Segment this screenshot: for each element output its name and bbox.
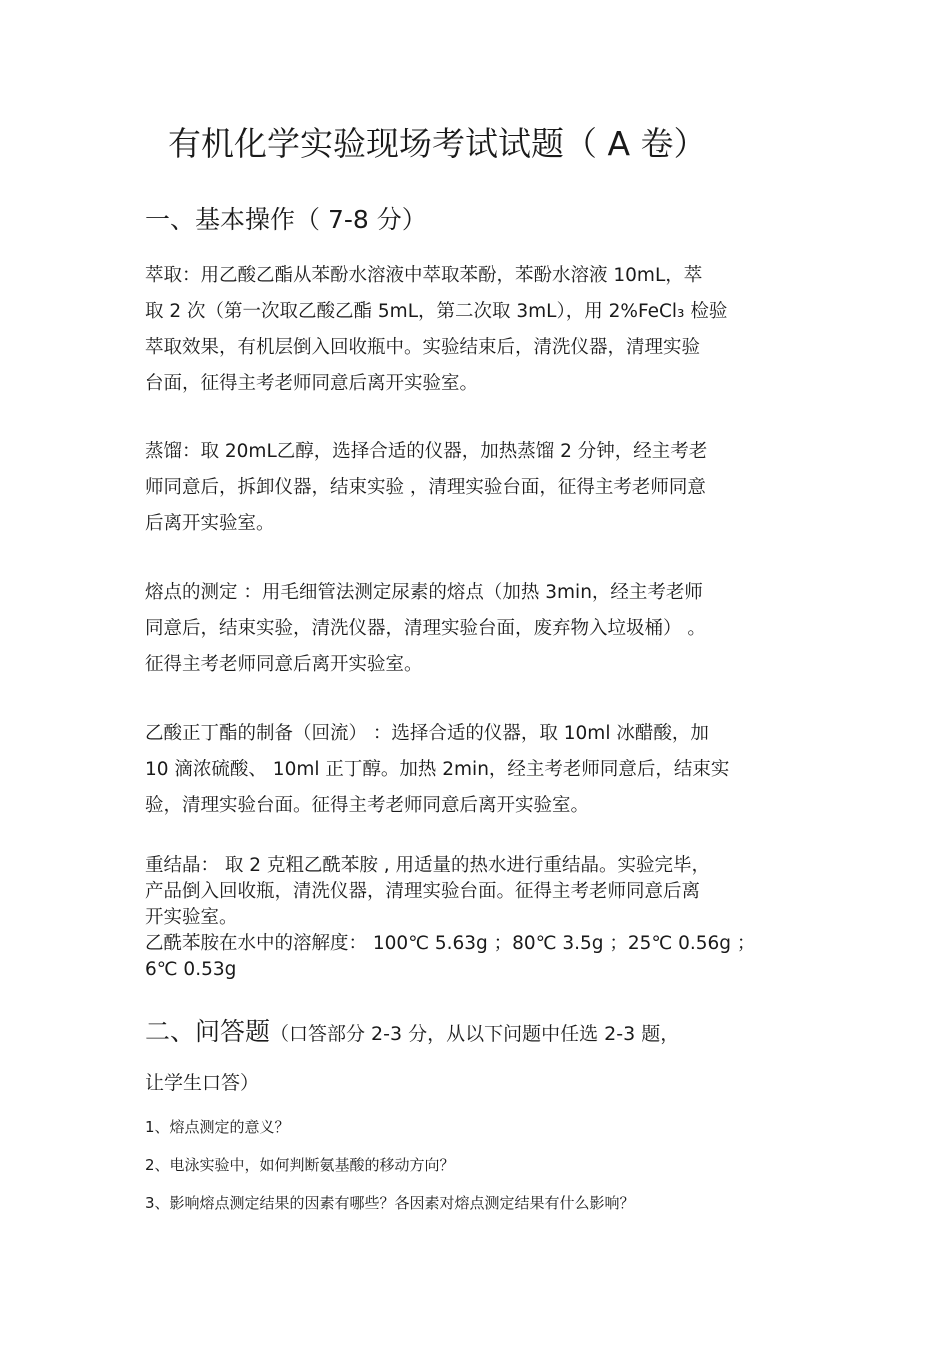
paragraph-extraction: [145, 258, 810, 402]
question-item: 1、熔点测定的意义？: [145, 1118, 290, 1136]
text-line: 同意后，结束实验，清洗仪器，清理实验台面，废弃物入垃圾桶） 。: [145, 618, 706, 639]
paragraph-melting-point: [145, 575, 810, 683]
paragraph-butyl-acetate: [145, 716, 810, 824]
text-line: 6℃ 0.53g: [145, 959, 237, 980]
text-line: 后离开实验室。: [145, 513, 275, 534]
section2-heading-continuation: 让学生口答）: [145, 1072, 260, 1094]
text-line: 产品倒入回收瓶，清洗仪器，清理实验台面。征得主考老师同意后离: [145, 881, 701, 902]
text-line: 萃取：用乙酸乙酯从苯酚水溶液中萃取苯酚，苯酚水溶液 10mL，萃: [145, 265, 703, 286]
paragraph-distillation: [145, 434, 810, 542]
text-line: 乙酸正丁酯的制备（回流） ：选择合适的仪器，取 10ml 冰醋酸，加: [145, 723, 709, 744]
page-title: 有机化学实验现场考试试题（ A 卷）: [168, 124, 707, 163]
section2-heading: [145, 1012, 679, 1048]
text-line: 蒸馏：取 20mL乙醇，选择合适的仪器，加热蒸馏 2 分钟，经主考老: [145, 441, 708, 462]
text-line: 台面，征得主考老师同意后离开实验室。: [145, 373, 479, 394]
text-line: 开实验室。: [145, 907, 238, 928]
text-line: 重结晶： 取 2 克粗乙酰苯胺 , 用适量的热水进行重结晶。实验完毕，: [145, 855, 711, 876]
text-line: 10 滴浓硫酸、 10ml 正丁醇。加热 2min，经主考老师同意后，结束实: [145, 759, 730, 780]
text-line: 萃取效果，有机层倒入回收瓶中。实验结束后，清洗仪器，清理实验: [145, 337, 701, 358]
section2-heading-main: 二、问答题: [145, 1017, 271, 1046]
text-line: 师同意后，拆卸仪器，结束实验 ，清理实验台面，征得主考老师同意: [145, 477, 706, 498]
section2-heading-sub: （口答部分 2-3 分，从以下问题中任选 2-3 题，: [270, 1023, 680, 1045]
text-line: 熔点的测定 ：用毛细管法测定尿素的熔点（加热 3min，经主考老师: [145, 582, 703, 603]
text-line: 征得主考老师同意后离开实验室。: [145, 654, 423, 675]
text-line: 取 2 次（第一次取乙酸乙酯 5mL，第二次取 3mL），用 2%FeCl₃ 检验: [145, 301, 728, 322]
text-line: 验，清理实验台面。征得主考老师同意后离开实验室。: [145, 795, 590, 816]
question-item: 2、电泳实验中，如何判断氨基酸的移动方向？: [145, 1156, 455, 1174]
section1-heading: 一、基本操作（ 7-8 分）: [145, 205, 427, 234]
text-line: 乙酰苯胺在水中的溶解度： 100℃ 5.63g ；80℃ 3.5g ；25℃ 0.56g ；: [145, 933, 756, 954]
paragraph-recrystallization: [145, 853, 810, 983]
question-item: 3、影响熔点测定结果的因素有哪些？各因素对熔点测定结果有什么影响？: [145, 1194, 635, 1212]
